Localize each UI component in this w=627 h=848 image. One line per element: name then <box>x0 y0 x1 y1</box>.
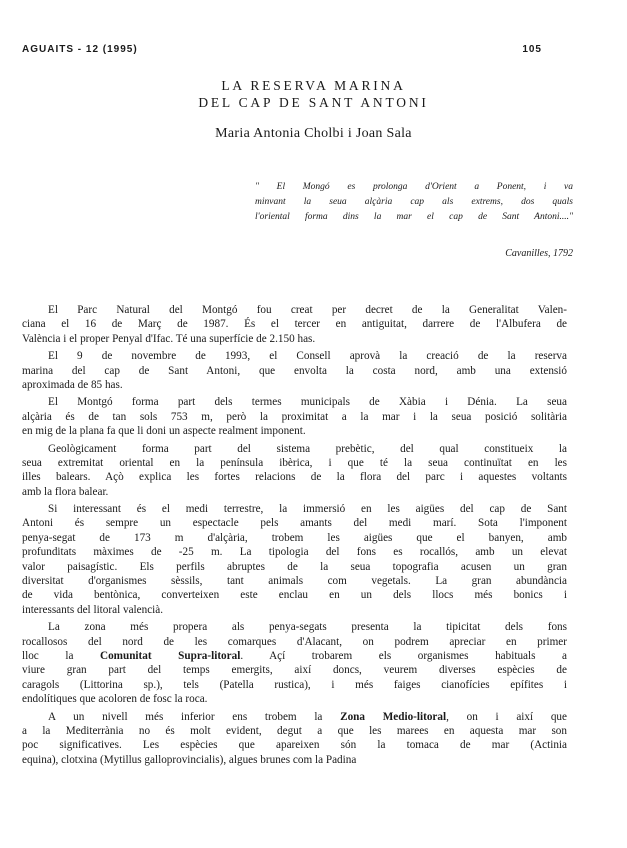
body-line: interessants del litoral valencià. <box>22 603 164 616</box>
epigraph-line: l'oriental forma dins la mar el cap de Sant Antoni...." <box>255 212 573 222</box>
body-line: marina del cap de Sant Antoni, que envolta la costa nord, amb una extensió <box>22 364 567 377</box>
body-line: seua extremitat oriental en la península ibèrica, i que té la seua continuïtat en les <box>22 456 567 469</box>
article-title-line-1: LA RESERVA MARINA <box>221 78 406 93</box>
epigraph <box>255 180 573 225</box>
body-line: profunditats màximes de -25 m. La tipologia del fons es rocallós, amb un elevat <box>22 546 567 559</box>
article-body <box>22 303 567 767</box>
body-line: viure gran part del temps emergits, així doncs, veurem diverses espècies de <box>22 664 567 677</box>
article-authors: Maria Antonia Cholbi i Joan Sala <box>215 126 412 141</box>
body-line: El Parc Natural del Montgó fou creat per decret de la Generalitat Valen- <box>48 304 567 316</box>
journal-reference: AGUAITS - 12 (1995) <box>22 44 138 55</box>
key-term: Zona Medio-litoral <box>340 710 447 723</box>
body-line: penya-segat de 173 m d'alçària, trobem les aigües que el banyen, amb <box>22 531 567 544</box>
body-paragraph <box>22 442 567 500</box>
body-line: de vida bentònica, converteixen este enclau en un dels llocs més bonics i <box>22 589 567 602</box>
body-line: a la Mediterrània no és molt evident, degut a que les marees en aquesta mar son <box>22 724 567 737</box>
body-line: El 9 de novembre de 1993, el Consell aprovà la creació de la reserva <box>48 350 567 363</box>
body-line: diversitat d'organismes sèssils, tant animals com vegetals. La gran abundància <box>22 575 567 588</box>
epigraph-line: " El Mongó es prolonga d'Orient a Ponent, i va <box>255 182 573 192</box>
body-paragraph <box>22 710 567 768</box>
epigraph-signature: Cavanilles, 1792 <box>505 248 573 259</box>
body-line: Antoni és sempre un espectacle pels amants del medi marí. Sota l'imponent <box>22 517 567 530</box>
body-line: Si interessant és el medi terrestre, la immersió en les aigües del cap de Sant <box>48 503 567 516</box>
body-line: poc significatives. Les espècies que apareixen són la tomaca de mar (Actinia <box>22 739 567 752</box>
key-term: Comunitat Supra-litoral <box>100 649 241 662</box>
epigraph-line: minvant la seua alçària cap als extrems, dos quals <box>255 197 573 207</box>
body-paragraph <box>22 303 567 346</box>
body-line: caragols (Littorina sp.), tels (Patella rustica), i més faiges cianofícies epífites i <box>22 678 567 691</box>
body-line: endolítiques que acoloren de fosc la roca. <box>22 693 208 706</box>
body-line: rocallosos del nord de les comarques d'Alacant, on podrem apreciar en primer <box>22 635 567 648</box>
body-line: aproximada de 85 has. <box>22 378 123 391</box>
body-paragraph <box>22 349 567 392</box>
body-line: La zona més propera als penya-segats presenta la tipicitat dels fons <box>48 621 567 634</box>
body-line: lloc la Comunitat Supra-litoral. Açí trobarem els organismes habituals a <box>22 649 567 662</box>
body-line: ciana el 16 de Març de 1987. És el tercer en antiguitat, darrere de l'Albufera de <box>22 318 567 331</box>
body-line: amb la flora balear. <box>22 485 109 498</box>
body-line: Geològicament forma part del sistema prebètic, del qual constitueix la <box>48 442 567 455</box>
body-line: en mig de la plana fa que li doni un aspecte realment imponent. <box>22 425 306 438</box>
body-line: alçària és de tan sols 753 m, però la proximitat a la mar i la seua posició solitària <box>22 410 567 423</box>
body-line: valor paisagístic. Els perfils abruptes de la seua topografia acusen un gran <box>22 560 567 573</box>
body-paragraph <box>22 395 567 438</box>
body-line: El Montgó forma part dels termes municipals de Xàbia i Dénia. La seua <box>48 396 567 409</box>
body-line: València i el proper Penyal d'Ifac. Té una superfície de 2.150 has. <box>22 332 316 345</box>
body-line: illes balears. Açò explica les fortes relacions de la flora del parc i aquestes voltants <box>22 471 567 484</box>
body-paragraph <box>22 620 567 706</box>
body-line: equina), clotxina (Mytillus galloprovincialis), algues brunes com la Padina <box>22 753 357 766</box>
article-title-line-2: DEL CAP DE SANT ANTONI <box>198 95 429 110</box>
page-number: 105 <box>522 44 542 55</box>
running-header <box>0 44 627 58</box>
body-paragraph <box>22 502 567 617</box>
body-line: A un nivell més inferior ens trobem la Zona Medio-litoral, on i així que <box>48 710 567 723</box>
